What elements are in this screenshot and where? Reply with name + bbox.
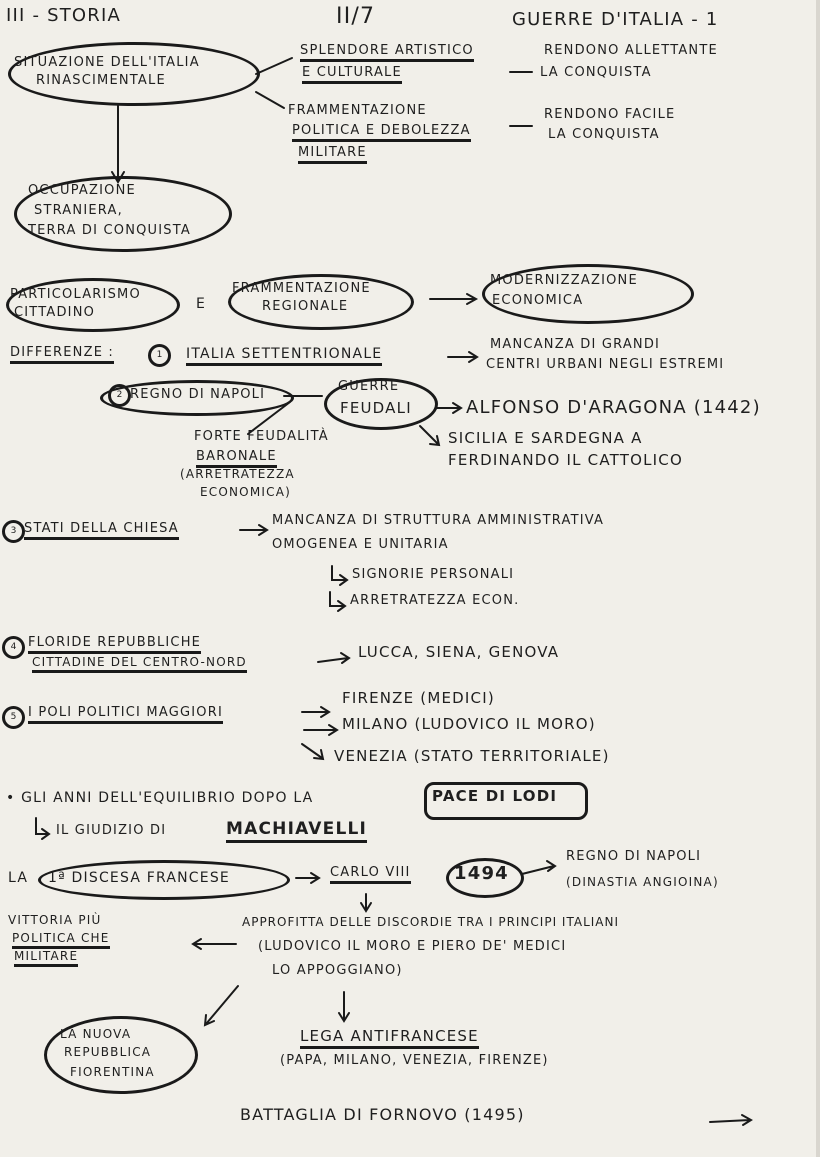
situazione-line2: RINASCIMENTALE [36, 73, 166, 88]
milano-label: MILANO (LUDOVICO IL MORO) [342, 715, 596, 733]
forte-line2: BARONALE [196, 450, 277, 465]
down-right-arrow [302, 744, 323, 759]
floride-line1: FLORIDE REPUBBLICHE [28, 636, 201, 651]
right-arrow [522, 861, 555, 874]
napoli-label: REGNO DI NAPOLI [130, 387, 266, 402]
page-number: II/7 [336, 4, 376, 29]
frammentazione-line2: POLITICA E DEBOLEZZA [292, 124, 471, 139]
firenze-label: FIRENZE (MEDICI) [342, 689, 495, 707]
lega-membri: (PAPA, MILANO, VENEZIA, FIRENZE) [280, 1053, 549, 1068]
connector-line [256, 92, 284, 108]
right-arrow [436, 403, 461, 413]
repubblica-line2: REPUBBLICA [64, 1045, 152, 1059]
down-left-arrow [205, 986, 238, 1025]
right-arrow [430, 294, 476, 304]
signorie-label: SIGNORIE PERSONALI [352, 567, 515, 582]
right-arrow [448, 352, 477, 362]
splendore-line2: E CULTURALE [302, 66, 402, 81]
lucca-label: LUCCA, SIENA, GENOVA [358, 643, 560, 661]
forte-line1: FORTE FEUDALITÀ [194, 429, 329, 444]
chiesa-label: STATI DELLA CHIESA [24, 522, 179, 537]
forte-line3: (ARRETRATEZZA [180, 467, 295, 481]
mancanza-line2: CENTRI URBANI NEGLI ESTREMI [486, 357, 725, 372]
number-badge-4: 4 [2, 636, 25, 659]
differenze-label: DIFFERENZE : [10, 346, 114, 361]
number-badge-2: 2 [108, 384, 131, 407]
approfitta-line2: (LUDOVICO IL MORO E PIERO DE' MEDICI [258, 939, 567, 954]
la-article: LA [8, 870, 29, 886]
section-title: III - STORIA [6, 5, 121, 26]
right-arrow [318, 653, 349, 663]
right-arrow [304, 725, 337, 735]
down-arrow [339, 992, 349, 1021]
carlo-label: CARLO VIII [330, 866, 411, 881]
anno-label: 1494 [454, 863, 509, 884]
l-arrow [332, 566, 347, 585]
allettante-line1: RENDONO ALLETTANTE [544, 43, 718, 58]
repubblica-line3: FIORENTINA [70, 1065, 155, 1079]
frammentazione-line3: MILITARE [298, 146, 367, 161]
regno-line2: (DINASTIA ANGIOINA) [566, 875, 719, 889]
splendore-line1: SPLENDORE ARTISTICO [300, 44, 474, 59]
facile-line1: RENDONO FACILE [544, 107, 676, 122]
vittoria-line2: POLITICA CHE [12, 932, 110, 946]
lega-label: LEGA ANTIFRANCESE [300, 1028, 479, 1045]
down-arrow [361, 894, 371, 911]
chiesa-desc-line2: OMOGENEA E UNITARIA [272, 537, 449, 552]
forte-line4: ECONOMICA) [200, 485, 291, 499]
facile-line2: LA CONQUISTA [548, 127, 660, 142]
equilibrio-label: • GLI ANNI DELL'EQUILIBRIO DOPO LA [6, 790, 314, 806]
particolarismo-line2: CITTADINO [14, 305, 96, 320]
floride-line2: CITTADINE DEL CENTRO-NORD [32, 656, 247, 670]
l-arrow [330, 592, 345, 611]
next-page-arrow [710, 1115, 751, 1125]
occupazione-line3: TERRA DI CONQUISTA [28, 223, 191, 238]
sicilia-line1: SICILIA E SARDEGNA A [448, 429, 643, 447]
poli-label: I POLI POLITICI MAGGIORI [28, 706, 223, 721]
occupazione-line1: OCCUPAZIONE [28, 183, 136, 198]
page-edge-shadow [816, 0, 820, 1157]
fornovo-label: BATTAGLIA DI FORNOVO (1495) [240, 1105, 525, 1124]
occupazione-line2: STRANIERA, [34, 203, 123, 218]
vittoria-line3: MILITARE [14, 950, 78, 964]
left-arrow [193, 939, 236, 949]
arretratezza-label: ARRETRATEZZA ECON. [350, 593, 520, 608]
approfitta-line1: APPROFITTA DELLE DISCORDIE TRA I PRINCIPI ITALIANI [242, 915, 620, 929]
right-arrow [240, 525, 267, 535]
page-title: GUERRE D'ITALIA - 1 [512, 9, 719, 30]
guerre-line1: GUERRE [338, 379, 400, 394]
chiesa-desc-line1: MANCANZA DI STRUTTURA AMMINISTRATIVA [272, 513, 605, 528]
right-arrow [296, 873, 319, 883]
connector-line [256, 58, 292, 74]
l-arrow [36, 818, 49, 839]
discesa-label: 1ª DISCESA FRANCESE [48, 870, 230, 886]
number-badge-3: 3 [2, 520, 25, 543]
alfonso-label: ALFONSO D'ARAGONA (1442) [466, 397, 761, 418]
settentrionale-label: ITALIA SETTENTRIONALE [186, 346, 382, 362]
down-right-arrow [420, 426, 439, 445]
sicilia-line2: FERDINANDO IL CATTOLICO [448, 451, 683, 469]
particolarismo-line1: PARTICOLARISMO [10, 287, 141, 302]
vittoria-line1: VITTORIA PIÙ [8, 913, 102, 927]
down-arrow [112, 104, 124, 182]
machiavelli-label: MACHIAVELLI [226, 820, 367, 840]
regno-line1: REGNO DI NAPOLI [566, 849, 702, 864]
situazione-line1: SITUAZIONE DELL'ITALIA [14, 55, 200, 70]
mancanza-line1: MANCANZA DI GRANDI [490, 337, 661, 352]
number-badge-1: 1 [148, 344, 171, 367]
modernizzazione-line2: ECONOMICA [492, 293, 584, 308]
right-arrow [302, 707, 329, 717]
pace-label: PACE DI LODI [432, 787, 558, 805]
repubblica-line1: LA NUOVA [60, 1027, 132, 1041]
regionale-line1: FRAMMENTAZIONE [232, 281, 371, 296]
giudizio-label: IL GIUDIZIO DI [56, 823, 167, 838]
venezia-label: VENEZIA (STATO TERRITORIALE) [334, 747, 610, 765]
number-badge-5: 5 [2, 706, 25, 729]
guerre-line2: FEUDALI [340, 399, 412, 417]
regionale-line2: REGIONALE [262, 299, 349, 314]
modernizzazione-line1: MODERNIZZAZIONE [490, 273, 638, 288]
allettante-line2: LA CONQUISTA [540, 65, 652, 80]
e-conjunction: E [196, 296, 207, 312]
approfitta-line3: LO APPOGGIANO) [272, 963, 403, 978]
frammentazione-line1: FRAMMENTAZIONE [288, 103, 427, 118]
